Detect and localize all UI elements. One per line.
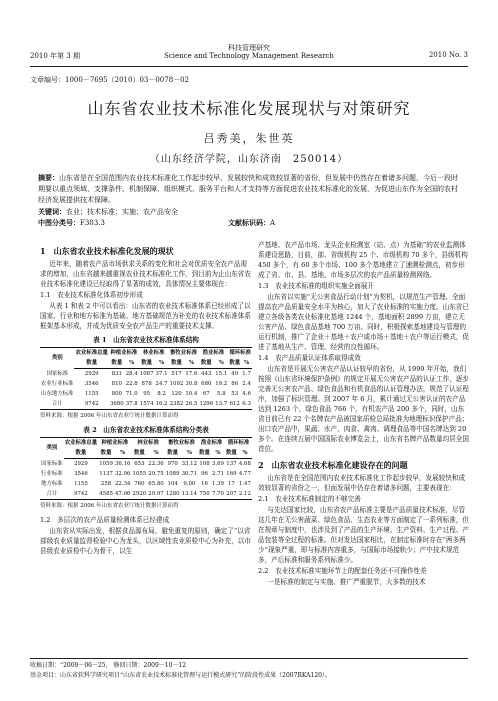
table-cell: 26.5 — [184, 399, 198, 410]
table-header: 林业标准 — [139, 348, 169, 359]
section-1-4-heading: 1.4 农产品质量认证体系取得成效 — [258, 354, 361, 362]
header-journal-en: Science and Technology Management Research — [164, 52, 334, 60]
table-subheader: % — [184, 358, 198, 369]
table-cell: 810 — [111, 381, 122, 387]
table-cell: 13.14 — [181, 489, 199, 500]
article-number: 文章编号：1000－7695（2010）03－0078－02 — [30, 76, 190, 84]
table-cell: 2.4 — [242, 381, 251, 387]
table-cell: 30.71 — [181, 471, 198, 477]
paragraph: 产基地、农产品市场、龙头企业检测室（站、点）为基础”的农业监测体系建设思路，目前，部、省级机构 25 个、市级机构 70 多个，县级机构 450 多个，有 60 多个市场、100 多个基地建立了速测检测点，初步形成了省、市、县、基地、市场多层次的农产品质量检测网络。 — [258, 241, 468, 279]
table-cell: 22.8 — [125, 381, 138, 387]
table-cell: 28.4 — [125, 371, 138, 377]
table-cell: 1092 — [169, 381, 184, 387]
table-cell: 67 — [202, 391, 210, 397]
table-header: 林业标准 — [131, 438, 164, 449]
table-cell: 1137 — [99, 471, 113, 477]
table-cell: 1059 — [99, 461, 113, 467]
table-subheader: % — [214, 358, 228, 369]
table-row — [40, 479, 252, 489]
table-row — [40, 469, 252, 479]
running-header — [30, 44, 468, 64]
authors: 吕秀美，朱世英 — [203, 132, 295, 145]
table-cell: 8.2 — [157, 391, 166, 397]
table-header: 畜牧业标准 — [169, 348, 199, 359]
header-rule — [30, 66, 468, 67]
table-cell: 15.1 — [215, 371, 228, 377]
table-cell: 612 — [228, 399, 241, 410]
table-cell: 16 — [201, 481, 208, 487]
abstract-label: 摘要： — [38, 173, 59, 182]
table-cell: 2.71 — [211, 471, 224, 477]
table-cell: 750 — [198, 489, 211, 500]
table-subheader: % — [211, 448, 225, 459]
section-2-heading: 2 山东省农业技术标准化建设存在的问题 — [258, 460, 408, 470]
table-header: 种植业标准 — [98, 438, 131, 449]
table-cell: 1574 — [139, 399, 155, 410]
table-subheader: 数量 — [169, 358, 185, 369]
paragraph: 山东省从实际出发，根据食品源布局、避免重复的原则，确定了“以省部级农业质量监督检验中心为龙头，以区域性农业质检中心为补充，以市县级农业质检中心为骨干，以生 — [40, 527, 251, 555]
table-row — [40, 489, 252, 500]
table-cell: 3.69 — [211, 461, 224, 467]
table-subheader: % — [114, 448, 132, 459]
table-row — [40, 389, 252, 399]
table-cell: 10.4 — [185, 391, 198, 397]
table-header: 畜牧业标准 — [165, 438, 198, 449]
table-cell: 108 — [199, 461, 210, 467]
table-cell: 国家标准 — [46, 370, 69, 377]
table-cell: 86 — [231, 381, 239, 387]
paragraph: 山东省是开展无公害农产品认证较早的省份，从 1999 年开始，我们按照《山东省环境保护条例》的规定开展无公害农产品的认证工作，逐步完善无公害农产品、绿色食品和有机食品的认证管理办法，规范了认证程序，加强了标识管理。到 2007 年 6 月，累计通过无公害认证的农产品达到 1263 个，绿色食品 766 个，有机农产品 200 多个，同时，山东省目前已有 22 个名牌农产品被国家质检总局批准为地理标识保护产品；出口农产品中，果蔬、水产、肉食、禽肉、调理食品等中国名牌达到 20 多个。在连续五届中国国际农业博览会上，山东省名牌产品数量均居全国首位。 — [258, 365, 469, 453]
table-subheader: 数量 — [98, 448, 114, 459]
section-1-3-heading: 1.3 农业技术标准的组织实施全面展开 — [258, 282, 374, 290]
table-cell: 5.8 — [216, 391, 226, 397]
table-cell: 258 — [100, 481, 112, 487]
table-header: 类别 — [40, 438, 64, 459]
table-subheader: % — [155, 358, 169, 369]
table-cell: 207 — [225, 489, 238, 500]
table-cell: 49 — [231, 371, 239, 377]
paper-title: 山东省农业技术标准化发展现状与对策研究 — [87, 99, 411, 118]
table-cell: 9.00 — [183, 481, 196, 487]
table-header: 循环标准 — [228, 348, 252, 359]
table-cell: 169 — [226, 471, 237, 477]
table-cell: 2920 — [131, 489, 147, 500]
table-cell: 13.7 — [214, 399, 228, 410]
doc-value: A — [270, 219, 276, 227]
abstract — [38, 172, 460, 206]
table-1-caption: 表 1 山东省农业技术标准体系结构 — [93, 336, 199, 344]
section-1-1-heading: 1.1 农业技术标准化体系初步形成 — [40, 291, 143, 299]
table-cell: 地方标准 — [41, 481, 63, 487]
table-cell: 9742 — [64, 489, 99, 500]
table-row — [40, 459, 252, 470]
table-header: 类别 — [40, 348, 74, 369]
table-cell: 19.2 — [215, 381, 228, 387]
table-cell: 71.0 — [125, 391, 138, 397]
table-cell: 32.06 — [115, 471, 131, 477]
table-cell: 24.7 — [155, 381, 168, 387]
table-cell: 29.75 — [148, 471, 164, 477]
table-cell: 831 — [111, 371, 122, 377]
section-2-1-heading: 2.1 农业技术标准制定的不够完善 — [258, 495, 361, 503]
table-cell: 4585 — [98, 489, 114, 500]
table-cell: 1087 — [139, 371, 154, 377]
paragraph: 与先达国家比较，山东省农产品标准主要是产品质量技术标准，尽管这几年在无公害蔬菜、绿色食品、生态农业等方面制定了一系列标准，但在规章与制度中，也涉及到了产品的生产环境、生产资料、生产过程、产品包装等全过程的标准。但对发达国家相比，在制定标准时存在“两多两少”现象严重，即与标准内容重多，与国际市场接轨少；产中技术规范多，产后标准和服务系列标准少。 — [258, 506, 469, 564]
keywords-text: 农业；技术标准；实施；农产品安全 — [66, 208, 178, 216]
keywords — [38, 207, 178, 217]
table-header: 循环标准 — [225, 438, 252, 449]
table-1-source: 资料来源：根据 2006 年山东省农业厅统计数据计算而得 — [40, 413, 179, 419]
table-cell: 16.2 — [155, 399, 169, 410]
table-cell: 443 — [201, 371, 212, 377]
table-cell: 4.77 — [238, 471, 251, 477]
table-cell: 653 — [134, 461, 145, 467]
table-cell: 1280 — [165, 489, 181, 500]
table-cell: 6.3 — [241, 399, 252, 410]
table-cell: 1.39 — [211, 481, 224, 487]
table-cell: 2.12 — [238, 489, 252, 500]
classification — [38, 218, 276, 228]
table-1 — [40, 347, 252, 410]
table-cell: 山东地方标准 — [41, 391, 74, 397]
header-issue-en: 2010 No. 3 — [428, 51, 468, 59]
table-cell: 合计 — [40, 399, 74, 410]
table-cell: 国家标准 — [41, 460, 63, 467]
table-subheader: % — [238, 448, 252, 459]
table-cell: 22.34 — [115, 481, 131, 487]
table-subheader: % — [241, 358, 252, 369]
table-header: 渔业标准 — [198, 348, 228, 359]
section-1-heading: 1 山东省农业技术标准化发展的现状 — [40, 246, 174, 256]
table-cell: 1.7 — [242, 371, 251, 377]
table-cell: 2929 — [74, 461, 88, 467]
table-cell: 37.1 — [155, 371, 168, 377]
table-cell: 1296 — [198, 399, 214, 410]
paragraph: 从表 1 和表 2 中可以看出：山东省的农业技术标准体系已经形成了以国家、行业和地方标准为基础、地方基础规范为补充的农业技术标准体系框架基本形成，并成为优质安全农产品生产的重要技术支撑。 — [40, 302, 251, 330]
table-cell: 47.06 — [114, 489, 132, 500]
table-cell: 3680 — [109, 399, 125, 410]
table-cell: 合计 — [40, 489, 64, 500]
table-cell: 农业行业标准 — [41, 381, 74, 387]
table-cell: 4.68 — [238, 461, 251, 467]
section-1-2-heading: 1.2 多层次的农产品质量检测体系已经建成 — [40, 516, 170, 524]
table-cell: 120 — [171, 391, 182, 397]
table-cell: 95 — [143, 391, 151, 397]
table-cell: 53 — [231, 391, 239, 397]
table-cell: 1155 — [74, 481, 88, 487]
paragraph: 一是标准的制定与实施、推广严重脱节，大多数的技术 — [267, 578, 426, 586]
table-subheader: 数量 — [198, 448, 211, 459]
right-column — [258, 240, 470, 587]
table-cell: 680 — [201, 381, 212, 387]
table-subheader: % — [181, 448, 199, 459]
table-cell: 3546 — [84, 381, 99, 387]
table-cell: 2382 — [169, 399, 185, 410]
table-row — [40, 379, 252, 389]
table-cell: 970 — [167, 461, 178, 467]
table-cell: 17 — [227, 481, 235, 487]
cls-label: 中图分类号： — [38, 218, 80, 227]
table-subheader: % — [147, 448, 165, 459]
table-cell: 137 — [226, 461, 237, 467]
table-cell: 65.80 — [148, 481, 164, 487]
table-cell: 36.16 — [115, 461, 131, 467]
table-row — [40, 399, 252, 410]
table-row — [40, 369, 252, 380]
table-subheader: 数量 — [74, 358, 108, 369]
keywords-label: 关键词： — [38, 207, 66, 216]
abstract-text: 山东省是在全国范围内农业技术标准化工作起步较早、发展较快和成效较显著的省份，但发展中仍然存在着诸多问题，今后一段时期要以重点领域、支撑条件、机制保障、组织模式、服务平台和人才支持等方面促进农业技术标准化的发展，为促进山东作为全国的农村经济发展提供技术保障。 — [38, 174, 458, 204]
paragraph: 近年来，随着农产品市场供求关系的变化和社会对优质安全农产品需求的增加，山东省越来越重视农业技术标准化工作，到目前为止山东省农业技术标准化建设已经取得了显著的成效，具体情况主要体现在： — [40, 260, 251, 288]
table-subheader: 数量 — [109, 358, 125, 369]
table-subheader: 数量 — [198, 358, 214, 369]
table-cell: 17.6 — [185, 371, 198, 377]
table-cell: 9742 — [74, 399, 108, 410]
doc-code — [228, 218, 275, 228]
table-cell: 37.8 — [125, 399, 139, 410]
table-cell: 3546 — [74, 471, 88, 477]
table-subheader: 数量 — [64, 448, 99, 459]
table-subheader: 数量 — [228, 358, 241, 369]
header-issue: 2010 年第 3 期 — [30, 52, 80, 60]
left-column — [40, 240, 252, 556]
paragraph: 山东省以实施“无公害食品行动计划”为契机，以规范生产管理、全面提高农产品质量安全水平为核心，加大了农业标准的实施力度。山东省已建立各级各类农业标准化基地 1244 个，基地面积 2899 万亩，建立无公害产品、绿色食品基地 700 万亩。同时，积极探索基地建设与管理的运行机制，推广了企业＋基地＋农户或市场＋基地＋农户等运行模式，促进了基地从生产、管理、经营的良性循环。 — [258, 293, 469, 351]
table-cell: 29.97 — [147, 489, 165, 500]
table-subheader: 数量 — [165, 448, 181, 459]
header-journal — [30, 44, 468, 60]
table-2 — [40, 437, 252, 500]
table-subheader: 数量 — [225, 448, 238, 459]
table-cell: 517 — [171, 371, 182, 377]
table-header: 渔业标准 — [198, 438, 225, 449]
table-cell: 760 — [134, 481, 145, 487]
table-header: 种植业标准 — [109, 348, 139, 359]
table-cell: 22.36 — [148, 461, 164, 467]
header-journal-cn: 科技管理研究 — [228, 44, 270, 52]
table-cell: 1.47 — [238, 481, 251, 487]
table-cell: 4.6 — [242, 391, 251, 397]
table-cell: 878 — [141, 381, 152, 387]
fund-note: 基金项目：山东省软科学研究项目“山东省农业技术标准化管理与运行模式研究”的阶段性成果（2007RKA120）。 — [30, 672, 331, 679]
received-date: 收稿日期：“2009－06－25， 修回日期：2009－10－12 — [30, 662, 187, 669]
table-subheader: 数量 — [139, 358, 155, 369]
table-cell: 800 — [111, 391, 122, 397]
affiliation: （山东经济学院，山东济南 250014） — [149, 154, 349, 165]
section-2-2-heading: 2.2 农业技术标准实施环节上的配套任务还不可操作性差 — [258, 567, 427, 575]
footnote — [30, 658, 468, 681]
doc-label: 文献标识码： — [228, 218, 270, 227]
table-cell: 2929 — [84, 371, 99, 377]
table-header: 农业标准总量 — [64, 438, 99, 449]
table-2-caption: 表 2 山东省农业技术标准体系结构分类表 — [83, 426, 209, 434]
table-header: 农业标准总量 — [74, 348, 108, 359]
table-cell: 33.12 — [181, 461, 198, 467]
table-cell: 行业标准 — [41, 471, 63, 477]
table-cell: 7.70 — [211, 489, 225, 500]
cls-value: F303.3 — [80, 219, 105, 227]
paragraph: 山东省是在全国范围内农业技术标准化工作起步较早，发展较快和成效较显著的省份之一，但面发展中仍存在着诸多问题，主要表现在： — [258, 474, 466, 492]
table-cell: 96 — [201, 471, 208, 477]
table-cell: 30.8 — [185, 381, 198, 387]
table-cell: 1089 — [165, 471, 180, 477]
table-cell: 104 — [167, 481, 178, 487]
table-subheader: % — [125, 358, 139, 369]
table-cell: 1055 — [132, 471, 147, 477]
table-subheader: 数量 — [131, 448, 147, 459]
table-2-source: 资料来源：根据 2006 年山东省农业厅统计数据计算而得 — [40, 503, 179, 509]
table-cell: 1155 — [84, 391, 99, 397]
